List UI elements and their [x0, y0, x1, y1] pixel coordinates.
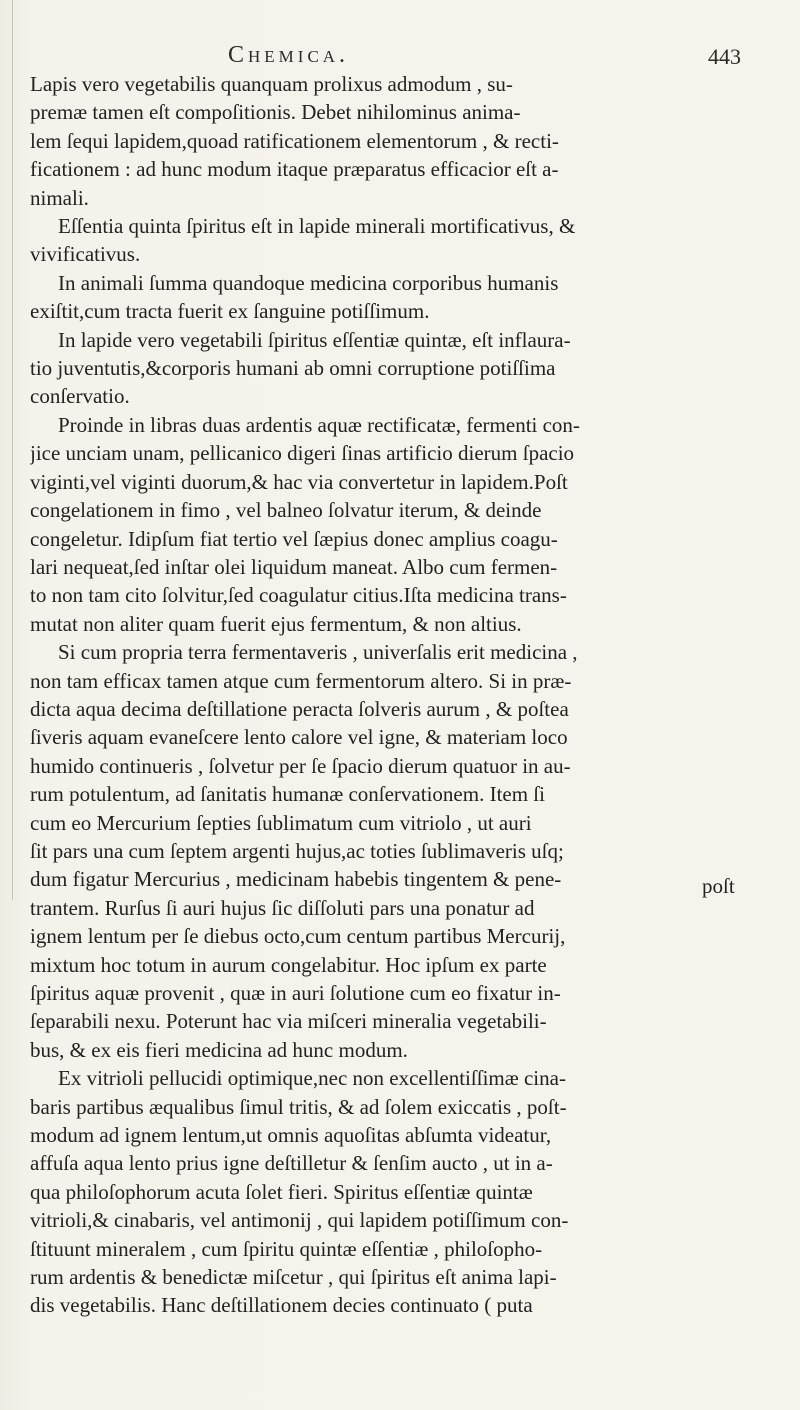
- paragraph: [30, 326, 778, 411]
- body-text: [30, 70, 778, 1320]
- paragraph: [30, 212, 778, 269]
- text-line: affuſa aqua lento prius igne deſtilletur & ſenſim aucto , ut in a-: [30, 1151, 553, 1176]
- text-line: non tam efficax tamen atque cum fermentorum altero. Si in præ-: [30, 668, 572, 693]
- text-line: bus, & ex eis fieri medicina ad hunc modum.: [30, 1037, 408, 1062]
- page-number: 443: [708, 44, 741, 69]
- text-line: In animali ſumma quandoque medicina corporibus humanis: [58, 270, 559, 295]
- text-line: lem ſequi lapidem,quoad ratificationem elementorum , & recti-: [30, 128, 559, 153]
- text-line: vitrioli,& cinabaris, vel antimonij , qui lapidem potiſſimum con-: [30, 1208, 569, 1233]
- page-gutter-edge: [12, 0, 13, 900]
- text-line: to non tam cito ſolvitur,ſed coagulatur citius.Iſta medicina trans-: [30, 583, 567, 608]
- text-line: mixtum hoc totum in aurum congelabitur. Hoc ipſum ex parte: [30, 952, 547, 977]
- text-line: viginti,vel viginti duorum,& hac via convertetur in lapidem.Poſt: [30, 469, 568, 494]
- text-line: ſiveris aquam evaneſcere lento calore vel igne, & materiam loco: [30, 725, 568, 750]
- text-line: nimali.: [30, 185, 89, 210]
- text-line: rum potulentum, ad ſanitatis humanæ conſervationem. Item ſi: [30, 782, 545, 807]
- text-line: tio juventutis,&corporis humani ab omni corruptione potiſſima: [30, 356, 556, 381]
- text-line: premæ tamen eſt compoſitionis. Debet nihilominus anima-: [30, 100, 521, 125]
- text-line: ſtituunt mineralem , cum ſpiritu quintæ eſſentiæ , philoſopho-: [30, 1236, 543, 1261]
- text-line: vivificativus.: [30, 242, 141, 267]
- text-line: mutat non aliter quam fuerit ejus fermentum, & non altius.: [30, 611, 522, 636]
- text-line: Proinde in libras duas ardentis aquæ rectificatæ, fermenti con-: [58, 412, 580, 437]
- text-line: humido continueris , ſolvetur per ſe ſpacio dierum quatuor in au-: [30, 753, 571, 778]
- text-line: Eſſentia quinta ſpiritus eſt in lapide minerali mortificativus, &: [58, 214, 576, 239]
- text-line: Si cum propria terra fermentaveris , univerſalis erit medicina ,: [58, 640, 578, 665]
- text-line: congelationem in fimo , vel balneo ſolvatur iterum, & deinde: [30, 498, 542, 523]
- text-line: dicta aqua decima deſtillatione peracta ſolveris aurum , & poſtea: [30, 696, 569, 721]
- text-line: Lapis vero vegetabilis quanquam prolixus admodum , su-: [30, 72, 513, 96]
- paragraph: [30, 411, 778, 638]
- text-line: qua philoſophorum acuta ſolet fieri. Spiritus eſſentiæ quintæ: [30, 1179, 533, 1204]
- text-line: ſpiritus aquæ provenit , quæ in auri ſolutione cum eo fixatur in-: [30, 981, 561, 1005]
- paragraph: [30, 1064, 778, 1320]
- text-line: dis vegetabilis. Hanc deſtillationem decies continuato ( puta: [30, 1293, 533, 1318]
- text-line: baris partibus æqualibus ſimul tritis, & ad ſolem exiccatis , poſt-: [30, 1094, 567, 1119]
- paragraph: [30, 70, 778, 212]
- text-line: dum figatur Mercurius , medicinam habebis tingentem & pene-: [30, 867, 562, 892]
- text-line: congeletur. Idipſum fiat tertio vel ſæpius donec amplius coagu-: [30, 526, 558, 551]
- text-line: ſeparabili nexu. Poterunt hac via miſceri mineralia vegetabili-: [30, 1009, 547, 1034]
- text-line: jice unciam unam, pellicanico digeri ſinas artificio dierum ſpacio: [30, 441, 575, 466]
- text-line: exiſtit,cum tracta fuerit ex ſanguine potiſſimum.: [30, 299, 430, 324]
- paragraph: [30, 638, 778, 1064]
- text-line: ignem lentum per ſe diebus octo,cum centum partibus Mercurij,: [30, 924, 566, 949]
- text-line: cum eo Mercurium ſepties ſublimatum cum vitriolo , ut auri: [30, 810, 532, 835]
- text-line: ſit pars una cum ſeptem argenti hujus,ac toties ſublimaveris uſq;: [30, 838, 564, 863]
- text-line: In lapide vero vegetabili ſpiritus eſſentiæ quintæ, eſt inflaura-: [58, 327, 571, 352]
- text-line: ficationem : ad hunc modum itaque præparatus efficacior eſt a-: [30, 157, 559, 182]
- running-title: Chemica.: [228, 42, 350, 68]
- text-line: Ex vitrioli pellucidi optimique,nec non excellentiſſimæ cina-: [58, 1066, 566, 1091]
- text-line: lari nequeat,ſed inſtar olei liquidum maneat. Albo cum fermen-: [30, 554, 558, 579]
- text-line: conſervatio.: [30, 384, 130, 409]
- text-line: rum ardentis & benedictæ miſcetur , qui ſpiritus eſt anima lapi-: [30, 1265, 557, 1290]
- paragraph: [30, 269, 778, 326]
- text-line: modum ad ignem lentum,ut omnis aquoſitas abſumta videatur,: [30, 1123, 552, 1148]
- catchword: poſt: [702, 874, 735, 898]
- text-line: trantem. Rurſus ſi auri hujus ſic diſſoluti pars una ponatur ad: [30, 895, 535, 920]
